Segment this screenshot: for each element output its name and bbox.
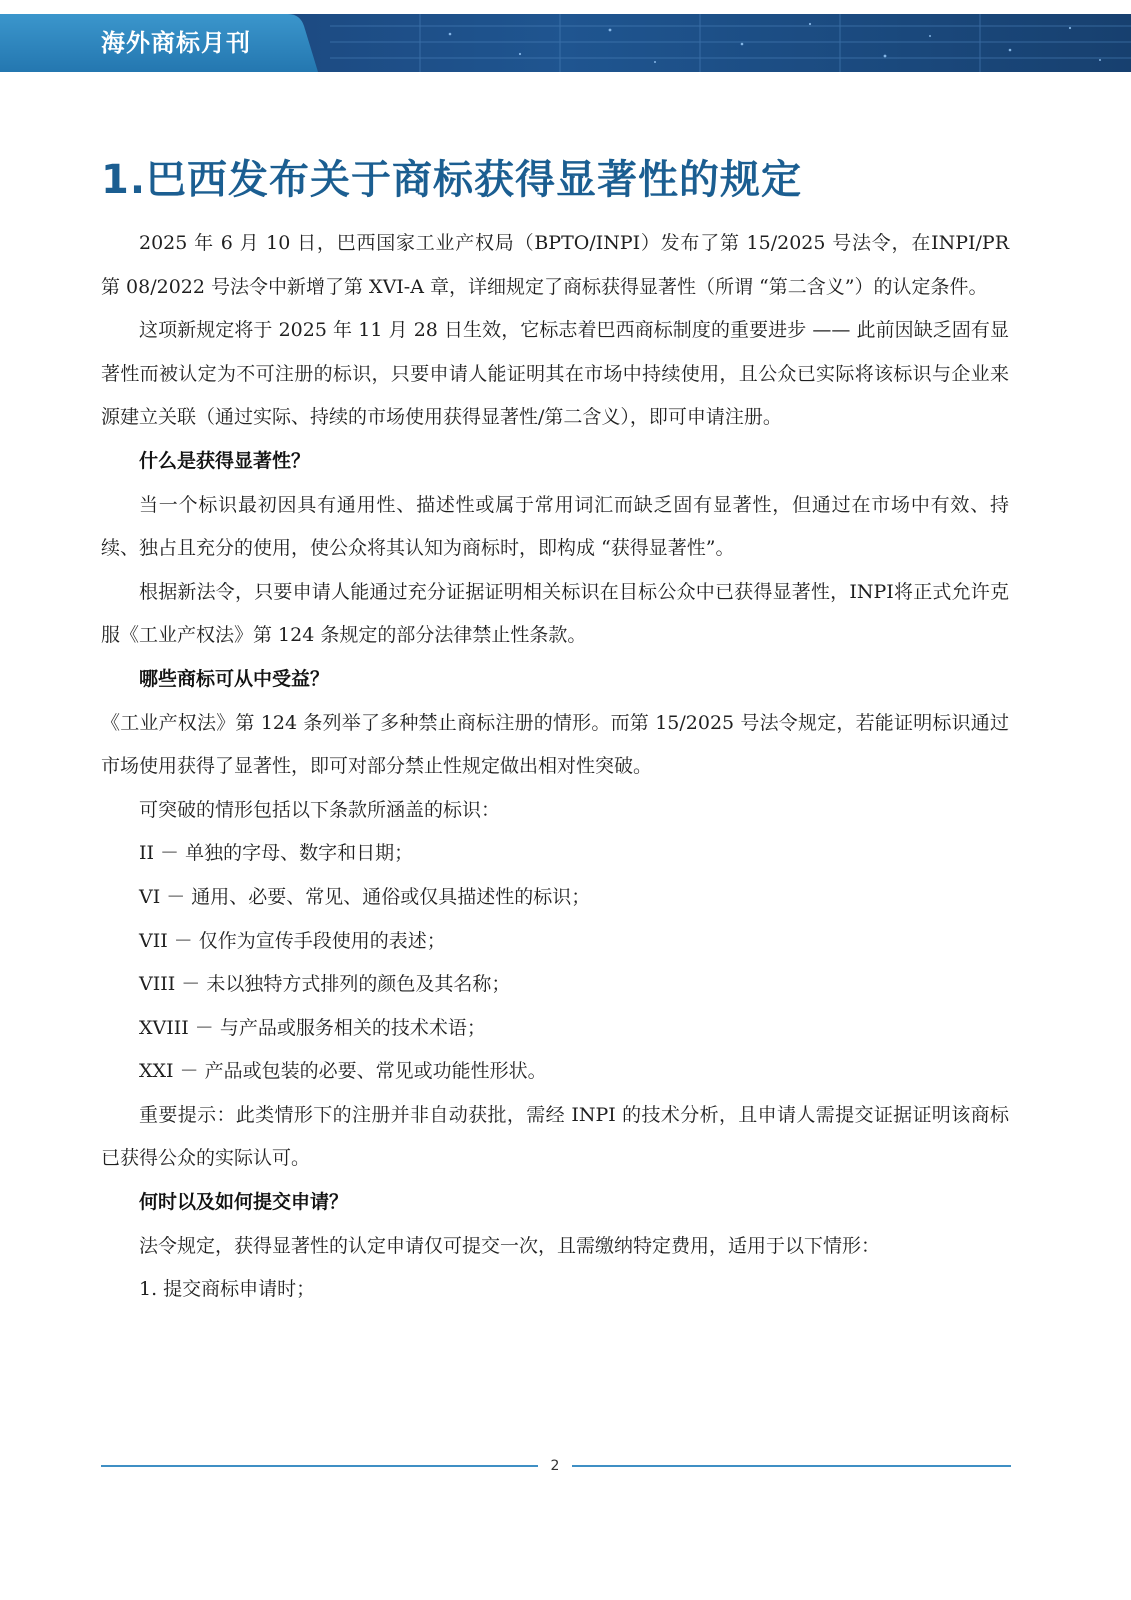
list-item: VII － 仅作为宣传手段使用的表述；	[139, 929, 446, 952]
section-heading: 何时以及如何提交申请？	[139, 1191, 349, 1214]
paragraph: 当一个标识最初因具有通用性、描述性或属于常用词汇而缺乏固有显著性，但通过在市场中有效、持续、独占且充分的使用，使公众将其认知为商标时，即构成 “获得显著性”。	[101, 493, 1009, 560]
paragraph: 重要提示：此类情形下的注册并非自动获批，需经 INPI 的技术分析，且申请人需提交证据证明该商标已获得公众的实际认可。	[101, 1103, 1009, 1170]
paragraph: 可突破的情形包括以下条款所涵盖的标识：	[139, 798, 501, 821]
list-item: VIII － 未以独特方式排列的颜色及其名称；	[139, 973, 511, 996]
paragraph: 法令规定，获得显著性的认定申请仅可提交一次，且需缴纳特定费用，适用于以下情形：	[139, 1234, 881, 1257]
section-heading: 哪些商标可从中受益？	[139, 667, 330, 690]
list-item: XXI － 产品或包装的必要、常见或功能性形状。	[139, 1060, 547, 1083]
paragraph: 《工业产权法》第 124 条列举了多种禁止商标注册的情形。而第 15/2025 号法令规定，若能证明标识通过市场使用获得了显著性，即可对部分禁止性规定做出相对性突破。	[101, 711, 1009, 778]
list-item: VI － 通用、必要、常见、通俗或仅具描述性的标识；	[139, 885, 591, 908]
paragraph: 2025 年 6 月 10 日，巴西国家工业产权局（BPTO/INPI）发布了第 15/2025 号法令，在INPI/PR 第 08/2022 号法令中新增了第 XVI-A 章，详细规定了商标获得显著性（所谓 “第二含义”）的认定条件。	[101, 232, 1009, 298]
paragraph: 这项新规定将于 2025 年 11 月 28 日生效，它标志着巴西商标制度的重要进步 —— 此前因缺乏固有显著性而被认定为不可注册的标识，只要申请人能证明其在市场中持续使用，且公众已实际将该标识与企业来源建立关联（通过实际、持续的市场使用获得显著性/第二含义），即可申请注册。	[101, 319, 1009, 429]
publication-title: 海外商标月刊	[101, 28, 251, 57]
section-heading: 什么是获得显著性？	[139, 449, 311, 472]
paragraph: 根据新法令，只要申请人能通过充分证据证明相关标识在目标公众中已获得显著性，INPI将正式允许克服《工业产权法》第 124 条规定的部分法律禁止性条款。	[101, 580, 1009, 647]
article-title: 1.巴西发布关于商标获得显著性的规定	[101, 157, 803, 203]
footer-divider-left	[101, 1465, 538, 1467]
page-number: 2	[550, 1458, 560, 1474]
list-item: 1. 提交商标申请时；	[139, 1278, 316, 1301]
list-item: XVIII － 与产品或服务相关的技术术语；	[139, 1016, 486, 1039]
article-body	[101, 222, 1009, 1312]
list-item: II － 单独的字母、数字和日期；	[139, 842, 414, 865]
footer-divider-right	[572, 1465, 1011, 1467]
